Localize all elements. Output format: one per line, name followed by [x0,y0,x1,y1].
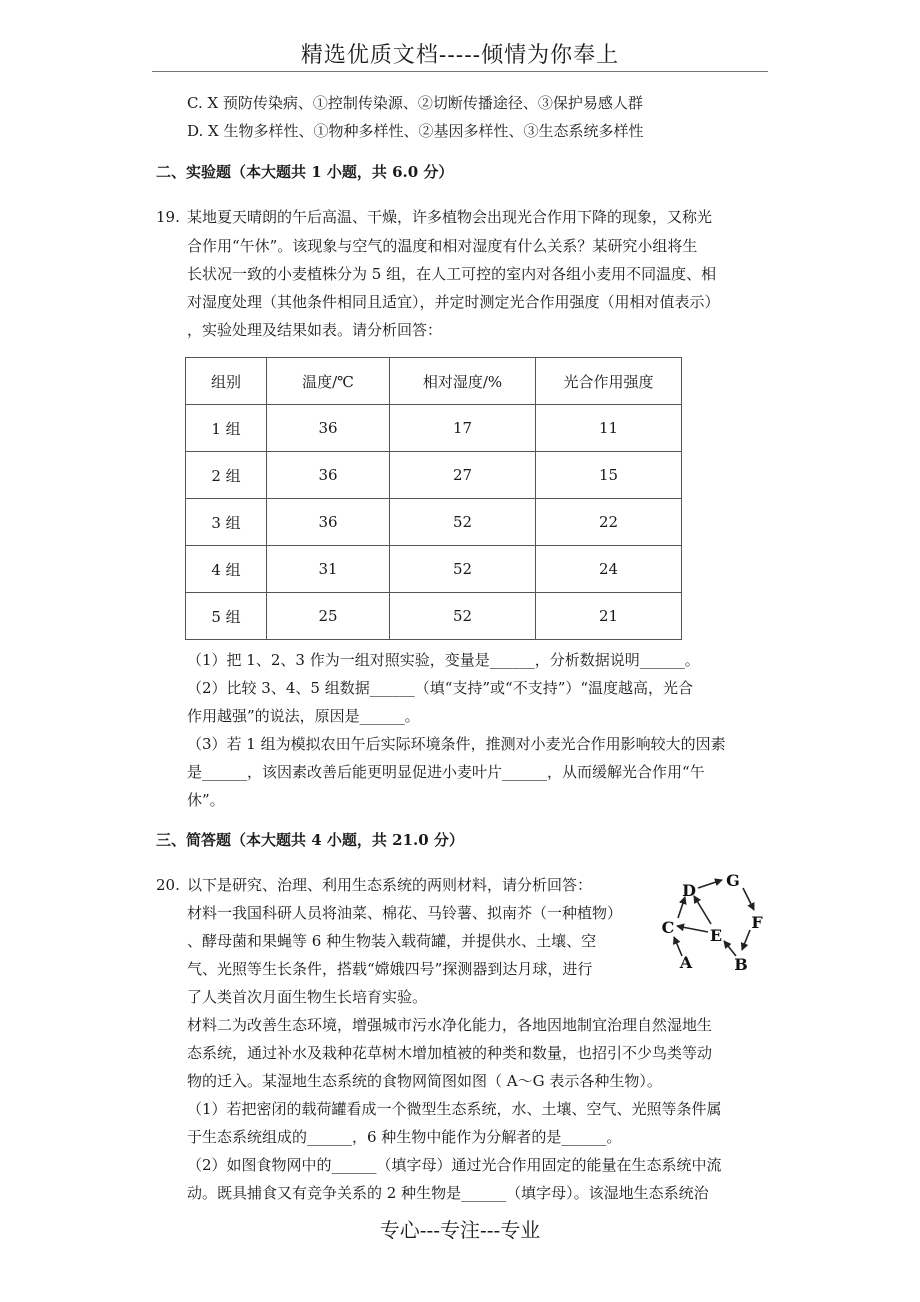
food-web-diagram [652,866,776,978]
table-cell: 2 组 [186,452,267,499]
table-row [186,499,682,546]
table-cell: 15 [536,452,682,499]
q20-line: 、酵母菌和果蝇等 6 种生物装入载荷罐，并提供水、土壤、空 [187,932,597,950]
q20-line: 物的迁入。某湿地生态系统的食物网简图如图（ A～G 表示各种生物）。 [187,1072,662,1090]
q19-stem-line: ，实验处理及结果如表。请分析回答： [187,321,443,339]
table-cell: 5 组 [186,593,267,640]
q19-subquestion-line: （1）把 1、2、3 作为一组对照实验，变量是______，分析数据说明______。 [187,651,700,669]
food-web-arrow [698,880,722,888]
food-web-node-b: B [734,955,748,974]
q20-line: 以下是研究、治理、利用生态系统的两则材料，请分析回答： [187,876,593,894]
q19-stem-line: 合作用“午休”。该现象与空气的温度和相对湿度有什么关系？某研究小组将生 [187,237,698,255]
table-header-cell: 温度/℃ [267,358,390,405]
question-19-number: 19. [156,208,180,226]
table-cell: 36 [267,452,390,499]
q19-subquestion-line: （2）比较 3、4、5 组数据______（填“支持”或“不支持”）“温度越高，光合 [187,679,694,697]
table-cell: 31 [267,546,390,593]
table-cell: 3 组 [186,499,267,546]
q20-line: 材料一我国科研人员将油菜、棉花、马铃薯、拟南芥（一种植物） [187,904,623,922]
food-web-node-f: F [751,913,763,932]
q19-subquestion-line: 作用越强”的说法，原因是______。 [187,707,420,725]
food-web-arrow [694,896,711,924]
q19-subquestion-line: （3）若 1 组为模拟农田午后实际环境条件，推测对小麦光合作用影响较大的因素 [187,735,726,753]
q20-line: 了人类首次月面生物生长培育实验。 [187,988,428,1006]
food-web-node-a: A [679,953,693,972]
table-cell: 27 [390,452,536,499]
table-header-cell: 组别 [186,358,267,405]
q19-subquestion-line: 是______，该因素改善后能更明显促进小麦叶片______，从而缓解光合作用“午 [187,763,705,781]
table-cell: 36 [267,499,390,546]
q20-line: （1）若把密闭的载荷罐看成一个微型生态系统，水、土壤、空气、光照等条件属 [187,1100,722,1118]
table-cell: 24 [536,546,682,593]
food-web-node-c: C [661,918,675,937]
table-cell: 1 组 [186,405,267,452]
food-web-node-e: E [709,926,723,945]
document-footer: 专心---专注---专业 [379,1218,541,1242]
table-row [186,452,682,499]
section-2-heading: 二、实验题（本大题共 1 小题，共 6.0 分） [156,163,454,181]
table-cell: 21 [536,593,682,640]
table-row [186,405,682,452]
document-header: 精选优质文档-----倾情为你奉上 [300,43,620,68]
food-web-node-d: D [682,881,696,900]
q20-line: 态系统，通过补水及栽种花草树木增加植被的种类和数量，也招引不少鸟类等动 [187,1044,713,1062]
food-web-node-g: G [726,871,740,890]
q19-stem-line: 长状况一致的小麦植株分为 5 组，在人工可控的室内对各组小麦用不同温度、相 [187,265,717,283]
experiment-table [185,357,682,640]
option-d: D. X 生物多样性、①物种多样性、②基因多样性、③生态系统多样性 [187,122,644,140]
table-header-cell: 相对湿度/% [390,358,536,405]
table-cell: 52 [390,593,536,640]
q19-stem-line: 某地夏天晴朗的午后高温、干燥，许多植物会出现光合作用下降的现象，又称光 [187,208,713,226]
table-cell: 22 [536,499,682,546]
header-divider [152,71,768,72]
q20-line: 动。既具捕食又有竞争关系的 2 种生物是______（填字母）。该湿地生态系统治 [187,1184,709,1202]
section-3-heading: 三、简答题（本大题共 4 小题，共 21.0 分） [156,831,464,849]
table-cell: 52 [390,499,536,546]
table-header-row [186,358,682,405]
food-web-arrow [742,930,750,950]
q19-stem-line: 对湿度处理（其他条件相同且适宜），并定时测定光合作用强度（用相对值表示） [187,293,720,311]
table-cell: 52 [390,546,536,593]
table-cell: 11 [536,405,682,452]
question-20-number: 20. [156,876,180,894]
table-cell: 17 [390,405,536,452]
table-row [186,546,682,593]
food-web-arrow [678,897,685,918]
food-web-arrow [677,926,708,932]
option-c: C. X 预防传染病、①控制传染源、②切断传播途径、③保护易感人群 [187,94,643,112]
table-row [186,593,682,640]
q19-subquestion-line: 休”。 [187,791,225,809]
table-cell: 36 [267,405,390,452]
food-web-arrow [724,941,736,956]
table-cell: 25 [267,593,390,640]
q20-line: 材料二为改善生态环境，增强城市污水净化能力，各地因地制宜治理自然湿地生 [187,1016,713,1034]
q20-line: （2）如图食物网中的______（填字母）通过光合作用固定的能量在生态系统中流 [187,1156,722,1174]
table-header-cell: 光合作用强度 [536,358,682,405]
q20-line: 气、光照等生长条件，搭载“嫦娥四号”探测器到达月球，进行 [187,960,593,978]
food-web-arrow [743,888,754,910]
q20-line: 于生态系统组成的______，6 种生物中能作为分解者的是______。 [187,1128,622,1146]
table-cell: 4 组 [186,546,267,593]
